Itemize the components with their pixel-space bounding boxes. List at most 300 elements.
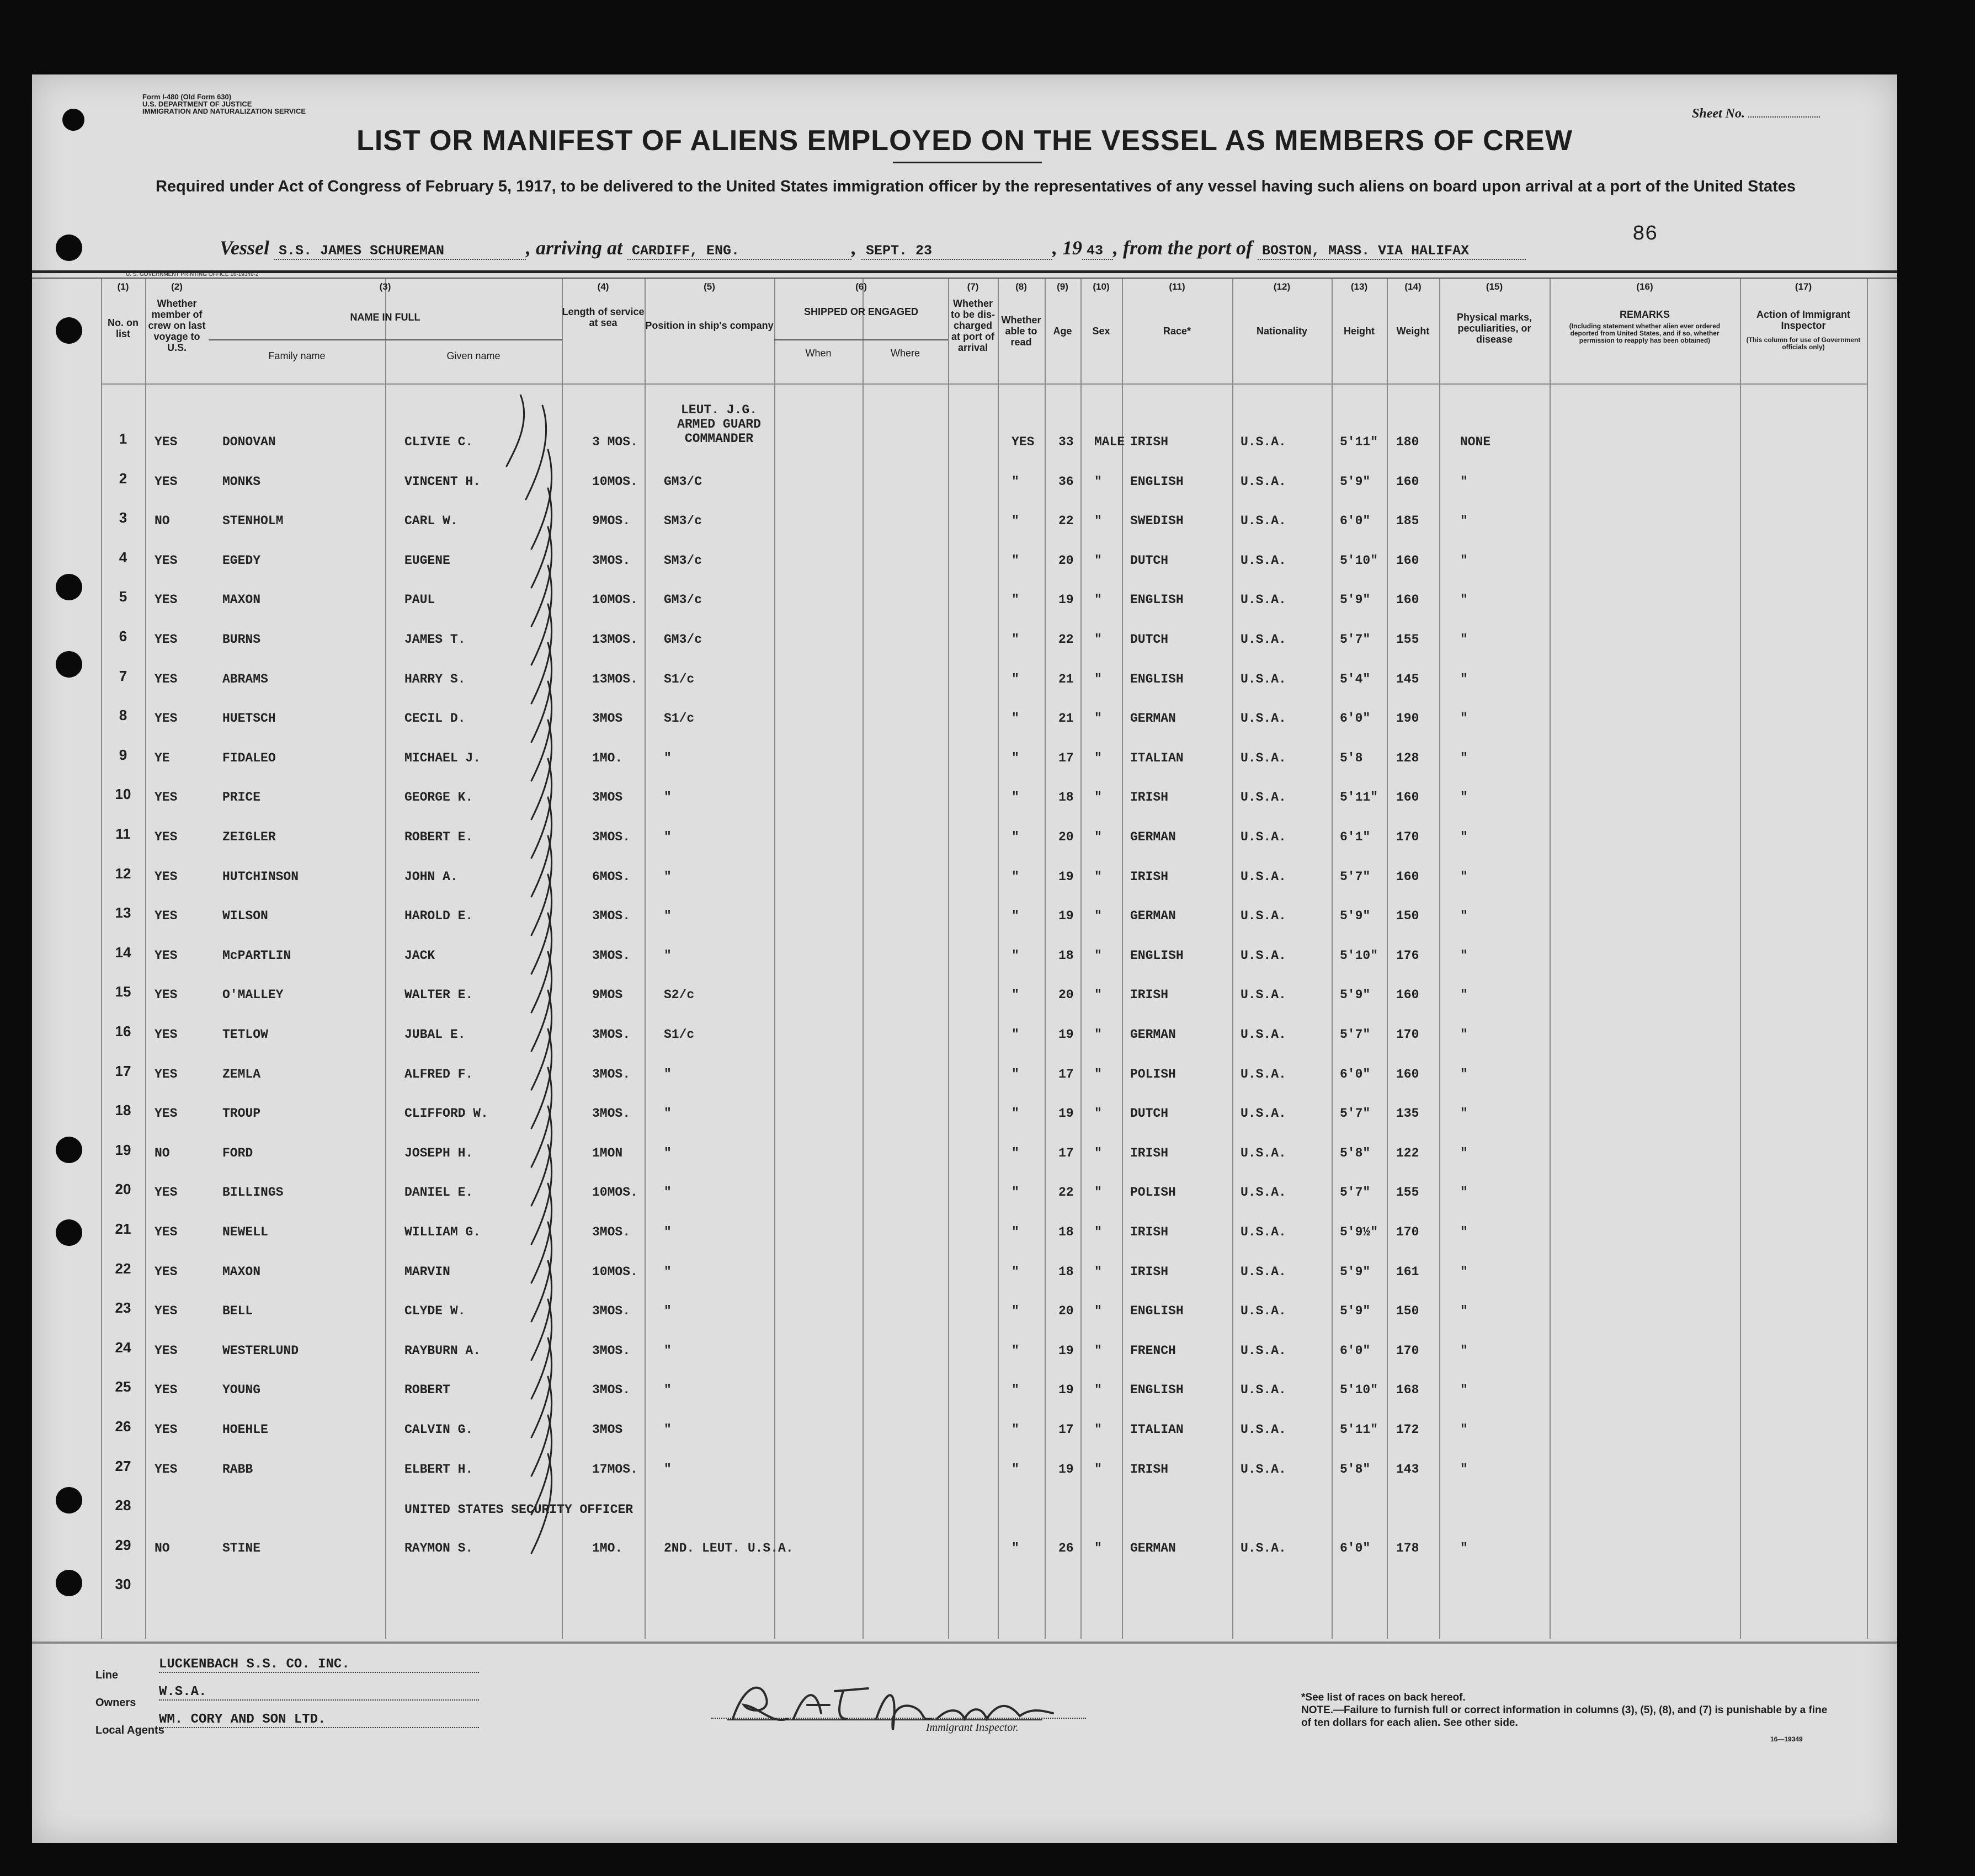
cell-given-name: HAROLD E. xyxy=(404,909,473,923)
cell-weight: 172 xyxy=(1396,1422,1419,1437)
cell-marks: " xyxy=(1460,1383,1468,1397)
grid-line xyxy=(863,279,864,1639)
note-text: NOTE.—Failure to furnish full or correct information in columns (3), (5), (8), and (7) is punishable by a fine of ten dollars for each alien. See other side. xyxy=(1301,1704,1828,1729)
cell-nationality: U.S.A. xyxy=(1241,751,1286,765)
cell-service: 3MOS xyxy=(592,1422,623,1437)
cell-height: 5'8" xyxy=(1340,1462,1371,1477)
cell-nationality: U.S.A. xyxy=(1241,909,1286,923)
agents-label: Local Agents xyxy=(95,1724,164,1736)
cell-read: " xyxy=(1012,909,1019,923)
cell-family-name: TETLOW xyxy=(222,1027,268,1042)
col-header-height: Height xyxy=(1344,326,1375,337)
cell-given-name: ROBERT xyxy=(404,1383,450,1397)
row-number: 10 xyxy=(115,786,131,802)
grid-line xyxy=(998,279,999,1639)
cell-race: ENGLISH xyxy=(1130,948,1184,963)
cell-sex: " xyxy=(1094,870,1102,884)
check-mark xyxy=(531,450,552,549)
cell-given-name: MICHAEL J. xyxy=(404,751,481,765)
cell-service: 1MO. xyxy=(592,751,623,765)
row-number: 7 xyxy=(119,668,127,684)
cell-read: " xyxy=(1012,553,1019,568)
grid-line xyxy=(1045,279,1046,1639)
cell-member: YES xyxy=(155,672,178,686)
check-mark xyxy=(526,406,546,499)
cell-sex: " xyxy=(1094,948,1102,963)
col-num: (2) xyxy=(171,281,183,292)
cell-member: YES xyxy=(155,1265,178,1279)
name-header-rule xyxy=(209,339,562,340)
cell-family-name: ABRAMS xyxy=(222,672,268,686)
cell-weight: 155 xyxy=(1396,1185,1419,1200)
cell-read: " xyxy=(1012,1106,1019,1121)
cell-race: IRISH xyxy=(1130,1265,1169,1279)
row-number: 6 xyxy=(119,628,127,644)
cell-member: YES xyxy=(155,1344,178,1358)
arrival-year: 43 xyxy=(1082,243,1113,260)
cell-height: 6'0" xyxy=(1340,1067,1371,1081)
col-header-remarks: REMARKS xyxy=(1619,309,1670,320)
cell-read: " xyxy=(1012,751,1019,765)
cell-age: 22 xyxy=(1058,1185,1074,1200)
cell-position: " xyxy=(664,1067,672,1081)
cell-service: 3MOS. xyxy=(592,1344,631,1358)
cell-weight: 170 xyxy=(1396,830,1419,844)
col-num: (11) xyxy=(1169,281,1185,292)
cell-member: YES xyxy=(155,1304,178,1318)
cell-nationality: U.S.A. xyxy=(1241,870,1286,884)
cell-weight: 122 xyxy=(1396,1146,1419,1160)
cell-read: " xyxy=(1012,1344,1019,1358)
printing-office: U. S. GOVERNMENT PRINTING OFFICE 16-19349-2 xyxy=(126,271,259,278)
cell-given-name: JAMES T. xyxy=(404,632,466,647)
cell-marks: " xyxy=(1460,988,1468,1002)
cell-position: " xyxy=(664,1344,672,1358)
cell-nationality: U.S.A. xyxy=(1241,830,1286,844)
sheet-no-field[interactable] xyxy=(1748,116,1820,118)
cell-sex: " xyxy=(1094,1422,1102,1437)
col-num: (6) xyxy=(855,281,867,292)
cell-given-name: CLIFFORD W. xyxy=(404,1106,488,1121)
row-number: 14 xyxy=(115,944,131,961)
cell-weight: 170 xyxy=(1396,1344,1419,1358)
cell-member: YES xyxy=(155,1383,178,1397)
cell-service: 9MOS xyxy=(592,988,623,1002)
cell-nationality: U.S.A. xyxy=(1241,553,1286,568)
col-header-when: When xyxy=(805,348,832,359)
cell-marks: " xyxy=(1460,1541,1468,1555)
cell-marks: " xyxy=(1460,1027,1468,1042)
cell-member: YES xyxy=(155,553,178,568)
cell-height: 5'7" xyxy=(1340,632,1371,647)
line-value: LUCKENBACH S.S. CO. INC. xyxy=(159,1657,479,1673)
cell-weight: 185 xyxy=(1396,514,1419,528)
cell-weight: 135 xyxy=(1396,1106,1419,1121)
cell-sex: " xyxy=(1094,475,1102,489)
cell-marks: " xyxy=(1460,909,1468,923)
cell-weight: 176 xyxy=(1396,948,1419,963)
cell-service: 1MON xyxy=(592,1146,623,1160)
cell-sex: " xyxy=(1094,711,1102,726)
row-number: 28 xyxy=(115,1497,131,1513)
cell-read: " xyxy=(1012,1225,1019,1239)
cell-family-name: YOUNG xyxy=(222,1383,261,1397)
cell-service: 17MOS. xyxy=(592,1462,638,1477)
handwritten-sheet-number: 86 xyxy=(1632,222,1658,246)
cell-position: " xyxy=(664,1422,672,1437)
row-number: 30 xyxy=(115,1576,131,1592)
year-prefix: , 19 xyxy=(1052,237,1083,259)
cell-height: 5'8" xyxy=(1340,1146,1371,1160)
cell-member: YES xyxy=(155,1462,178,1477)
cell-weight: 190 xyxy=(1396,711,1419,726)
cell-age: 19 xyxy=(1058,909,1074,923)
cell-family-name: BILLINGS xyxy=(222,1185,284,1200)
cell-service: 6MOS. xyxy=(592,870,631,884)
cell-family-name: O'MALLEY xyxy=(222,988,284,1002)
col-num: (4) xyxy=(597,281,609,292)
from-label: , from the port of xyxy=(1113,237,1253,259)
vessel-label: Vessel xyxy=(220,237,269,259)
cell-given-name: HARRY S. xyxy=(404,672,466,686)
col-header-race: Race* xyxy=(1163,326,1191,337)
cell-race: ENGLISH xyxy=(1130,672,1184,686)
cell-age: 17 xyxy=(1058,1067,1074,1081)
cell-service: 3MOS. xyxy=(592,1304,631,1318)
cell-height: 5'9" xyxy=(1340,475,1371,489)
cell-position: S1/c xyxy=(664,711,695,726)
cell-service: 3MOS. xyxy=(592,948,631,963)
col-header-position: Position in ship's company xyxy=(645,320,774,331)
cell-marks: " xyxy=(1460,1146,1468,1160)
grid-line xyxy=(1740,279,1741,1639)
cell-position: " xyxy=(664,1462,672,1477)
cell-read: " xyxy=(1012,1462,1019,1477)
cell-nationality: U.S.A. xyxy=(1241,1541,1286,1555)
cell-nationality: U.S.A. xyxy=(1241,1383,1286,1397)
cell-position: " xyxy=(664,1304,672,1318)
header-bottom-rule xyxy=(101,383,1867,385)
cell-member: NO xyxy=(155,1146,170,1160)
cell-height: 5'4" xyxy=(1340,672,1371,686)
col-num: (12) xyxy=(1273,281,1291,292)
cell-read: " xyxy=(1012,1185,1019,1200)
cell-height: 5'9" xyxy=(1340,988,1371,1002)
cell-position: LEUT. J.G. ARMED GUARD COMMANDER xyxy=(677,403,761,446)
inspector-signature xyxy=(711,1675,1086,1735)
cell-height: 6'0" xyxy=(1340,711,1371,726)
cell-nationality: U.S.A. xyxy=(1241,1146,1286,1160)
cell-age: 17 xyxy=(1058,751,1074,765)
cell-weight: 160 xyxy=(1396,988,1419,1002)
cell-race: DUTCH xyxy=(1130,553,1169,568)
cell-family-name: WILSON xyxy=(222,909,268,923)
cell-nationality: U.S.A. xyxy=(1241,1106,1286,1121)
cell-position: " xyxy=(664,948,672,963)
cell-read: " xyxy=(1012,1067,1019,1081)
cell-marks: " xyxy=(1460,593,1468,607)
cell-read: " xyxy=(1012,475,1019,489)
cell-nationality: U.S.A. xyxy=(1241,1344,1286,1358)
page-subtitle: Required under Act of Congress of February 5, 1917, to be delivered to the United States immigration officer by the representatives of any vessel having such aliens on board upon arrival at a port of the United States xyxy=(155,178,1796,195)
row-number: 22 xyxy=(115,1260,131,1277)
cell-height: 6'0" xyxy=(1340,1541,1371,1555)
sheet-no xyxy=(1692,106,1820,121)
cell-sex: " xyxy=(1094,593,1102,607)
cell-weight: 178 xyxy=(1396,1541,1419,1555)
cell-service: 3MOS. xyxy=(592,830,631,844)
cell-given-name: UNITED STATES SECURITY OFFICER xyxy=(404,1502,634,1517)
punch-hole xyxy=(56,317,82,344)
row-number: 4 xyxy=(119,549,127,566)
cell-family-name: HUETSCH xyxy=(222,711,276,726)
cell-position: GM3/c xyxy=(664,632,702,647)
cell-marks: " xyxy=(1460,632,1468,647)
cell-sex: " xyxy=(1094,632,1102,647)
cell-height: 5'9" xyxy=(1340,1304,1371,1318)
cell-nationality: U.S.A. xyxy=(1241,672,1286,686)
cell-service: 3MOS. xyxy=(592,1067,631,1081)
col-header-member: Whether member of crew on last voyage to U.S. xyxy=(148,298,206,353)
cell-age: 18 xyxy=(1058,1225,1074,1239)
cell-read: " xyxy=(1012,988,1019,1002)
cell-race: GERMAN xyxy=(1130,1541,1176,1555)
cell-marks: " xyxy=(1460,1225,1468,1239)
cell-member: YES xyxy=(155,1185,178,1200)
col-header-weight: Weight xyxy=(1396,326,1430,337)
cell-height: 6'0" xyxy=(1340,514,1371,528)
cell-family-name: HOEHLE xyxy=(222,1422,268,1437)
cell-member: YES xyxy=(155,593,178,607)
cell-read: " xyxy=(1012,1383,1019,1397)
cell-given-name: RAYBURN A. xyxy=(404,1344,481,1358)
cell-read: " xyxy=(1012,514,1019,528)
cell-service: 3MOS. xyxy=(592,1027,631,1042)
cell-given-name: JUBAL E. xyxy=(404,1027,466,1042)
inspector-line xyxy=(711,1718,1086,1719)
form-number: Form I-480 (Old Form 630) xyxy=(142,93,232,101)
col-header-no: No. on list xyxy=(108,317,139,339)
cell-age: 22 xyxy=(1058,514,1074,528)
cell-family-name: MONKS xyxy=(222,475,261,489)
cell-member: YES xyxy=(155,870,178,884)
cell-service: 10MOS. xyxy=(592,475,638,489)
row-number: 11 xyxy=(115,825,131,842)
vessel-line: Vessel S.S. JAMES SCHUREMAN , arriving at CARDIFF, ENG. , SEPT. 23 , 19 43 , from the port of BOSTON, MASS. VIA HALIFAX xyxy=(220,236,1526,260)
cell-given-name: CLYDE W. xyxy=(404,1304,466,1318)
cell-given-name: ALFRED F. xyxy=(404,1067,473,1081)
col-num: (16) xyxy=(1636,281,1653,292)
cell-family-name: McPARTLIN xyxy=(222,948,291,963)
cell-sex: " xyxy=(1094,1146,1102,1160)
cell-race: ITALIAN xyxy=(1130,751,1184,765)
cell-nationality: U.S.A. xyxy=(1241,1067,1286,1081)
cell-height: 6'1" xyxy=(1340,830,1371,844)
cell-sex: " xyxy=(1094,1383,1102,1397)
cell-marks: " xyxy=(1460,711,1468,726)
cell-given-name: MARVIN xyxy=(404,1265,450,1279)
cell-race: GERMAN xyxy=(1130,1027,1176,1042)
cell-weight: 160 xyxy=(1396,553,1419,568)
cell-age: 20 xyxy=(1058,988,1074,1002)
cell-read: " xyxy=(1012,1422,1019,1437)
cell-family-name: MAXON xyxy=(222,1265,261,1279)
cell-given-name: CALVIN G. xyxy=(404,1422,473,1437)
cell-marks: " xyxy=(1460,1344,1468,1358)
footer-notes xyxy=(1301,1691,1831,1729)
cell-age: 33 xyxy=(1058,435,1074,449)
cell-nationality: U.S.A. xyxy=(1241,475,1286,489)
cell-marks: " xyxy=(1460,672,1468,686)
cell-sex: " xyxy=(1094,1265,1102,1279)
cell-position: " xyxy=(664,790,672,804)
cell-member: YES xyxy=(155,711,178,726)
cell-read: " xyxy=(1012,1265,1019,1279)
row-number: 27 xyxy=(115,1458,131,1474)
cell-sex: " xyxy=(1094,1067,1102,1081)
cell-service: 13MOS. xyxy=(592,672,638,686)
row-number: 24 xyxy=(115,1339,131,1356)
cell-age: 18 xyxy=(1058,1265,1074,1279)
col-header-family-name: Family name xyxy=(268,350,326,361)
cell-given-name: RAYMON S. xyxy=(404,1541,473,1555)
cell-age: 19 xyxy=(1058,593,1074,607)
grid-line xyxy=(1122,279,1123,1639)
cell-read: " xyxy=(1012,632,1019,647)
cell-sex: " xyxy=(1094,553,1102,568)
col-num: (9) xyxy=(1057,281,1068,292)
line-label: Line xyxy=(95,1669,119,1681)
table-top-border xyxy=(32,270,1897,273)
cell-position: " xyxy=(664,1225,672,1239)
col-num: (1) xyxy=(117,281,129,292)
cell-sex: " xyxy=(1094,1027,1102,1042)
cell-race: FRENCH xyxy=(1130,1344,1176,1358)
grid-line xyxy=(774,279,775,1639)
cell-weight: 170 xyxy=(1396,1027,1419,1042)
cell-given-name: EUGENE xyxy=(404,553,450,568)
cell-service: 1MO. xyxy=(592,1541,623,1555)
cell-nationality: U.S.A. xyxy=(1241,632,1286,647)
sheet-no-label: Sheet No. xyxy=(1692,106,1745,121)
cell-height: 5'10" xyxy=(1340,1383,1378,1397)
cell-race: IRISH xyxy=(1130,435,1169,449)
cell-race: POLISH xyxy=(1130,1067,1176,1081)
col-header-shipped: SHIPPED OR ENGAGED xyxy=(803,306,919,317)
cell-age: 26 xyxy=(1058,1541,1074,1555)
col-num: (8) xyxy=(1015,281,1027,292)
cell-read: " xyxy=(1012,1146,1019,1160)
cell-race: ENGLISH xyxy=(1130,593,1184,607)
cell-position: " xyxy=(664,1265,672,1279)
col-header-sex: Sex xyxy=(1092,326,1110,337)
col-num: (7) xyxy=(967,281,979,292)
cell-race: DUTCH xyxy=(1130,1106,1169,1121)
grid-line xyxy=(1867,279,1868,1639)
cell-position: " xyxy=(664,1185,672,1200)
col-num: (5) xyxy=(704,281,715,292)
cell-given-name: CARL W. xyxy=(404,514,458,528)
cell-family-name: ZEIGLER xyxy=(222,830,276,844)
cell-height: 5'9" xyxy=(1340,593,1371,607)
row-number: 25 xyxy=(115,1378,131,1395)
vessel-name: S.S. JAMES SCHUREMAN xyxy=(274,243,526,260)
cell-nationality: U.S.A. xyxy=(1241,1185,1286,1200)
arriving-label: , arriving at xyxy=(526,237,623,259)
cell-member: YES xyxy=(155,632,178,647)
cell-member: YES xyxy=(155,1225,178,1239)
cell-weight: 145 xyxy=(1396,672,1419,686)
cell-sex: " xyxy=(1094,1344,1102,1358)
cell-position: " xyxy=(664,1106,672,1121)
punch-hole xyxy=(56,1570,82,1596)
cell-sex: " xyxy=(1094,909,1102,923)
cell-given-name: PAUL xyxy=(404,593,435,607)
departure-port: BOSTON, MASS. VIA HALIFAX xyxy=(1258,243,1526,260)
cell-service: 3MOS xyxy=(592,790,623,804)
grid-line xyxy=(385,279,386,1639)
cell-age: 20 xyxy=(1058,830,1074,844)
cell-weight: 160 xyxy=(1396,475,1419,489)
col-header-read: Whether able to read xyxy=(1001,315,1041,348)
cell-age: 19 xyxy=(1058,1027,1074,1042)
cell-service: 10MOS. xyxy=(592,1265,638,1279)
arrival-date: SEPT. 23 xyxy=(861,243,1052,260)
cell-age: 19 xyxy=(1058,1462,1074,1477)
cell-marks: " xyxy=(1460,1462,1468,1477)
col-num: (15) xyxy=(1486,281,1503,292)
cell-member: YES xyxy=(155,1067,178,1081)
page-title: LIST OR MANIFEST OF ALIENS EMPLOYED ON THE VESSEL AS MEMBERS OF CREW xyxy=(356,125,1573,157)
row-number: 13 xyxy=(115,904,131,921)
punch-hole xyxy=(56,1487,82,1513)
cell-read: " xyxy=(1012,1027,1019,1042)
col-header-service: Length of service at sea xyxy=(562,306,645,328)
cell-nationality: U.S.A. xyxy=(1241,711,1286,726)
cell-marks: " xyxy=(1460,830,1468,844)
cell-service: 10MOS. xyxy=(592,1185,638,1200)
cell-height: 5'11" xyxy=(1340,435,1378,449)
cell-read: " xyxy=(1012,1304,1019,1318)
cell-height: 5'11" xyxy=(1340,1422,1378,1437)
cell-family-name: STENHOLM xyxy=(222,514,284,528)
cell-race: SWEDISH xyxy=(1130,514,1184,528)
cell-service: 10MOS. xyxy=(592,593,638,607)
cell-family-name: STINE xyxy=(222,1541,261,1555)
punch-hole xyxy=(56,1219,82,1246)
cell-family-name: WESTERLUND xyxy=(222,1344,299,1358)
punch-hole xyxy=(56,574,82,600)
grid-line xyxy=(145,279,146,1639)
cell-family-name: EGEDY xyxy=(222,553,261,568)
col-num: (13) xyxy=(1350,281,1368,292)
grid-line xyxy=(1080,279,1082,1639)
cell-given-name: ROBERT E. xyxy=(404,830,473,844)
cell-service: 3MOS. xyxy=(592,553,631,568)
cell-member: NO xyxy=(155,1541,170,1555)
cell-family-name: FORD xyxy=(222,1146,253,1160)
row-number: 23 xyxy=(115,1299,131,1316)
table-top-border xyxy=(32,278,1897,279)
department: U.S. DEPARTMENT OF JUSTICE xyxy=(142,100,252,108)
col-num: (10) xyxy=(1093,281,1110,292)
cell-member: NO xyxy=(155,514,170,528)
cell-nationality: U.S.A. xyxy=(1241,1422,1286,1437)
cell-age: 19 xyxy=(1058,1383,1074,1397)
cell-nationality: U.S.A. xyxy=(1241,1265,1286,1279)
row-number: 1 xyxy=(119,430,127,447)
cell-race: ENGLISH xyxy=(1130,1304,1184,1318)
